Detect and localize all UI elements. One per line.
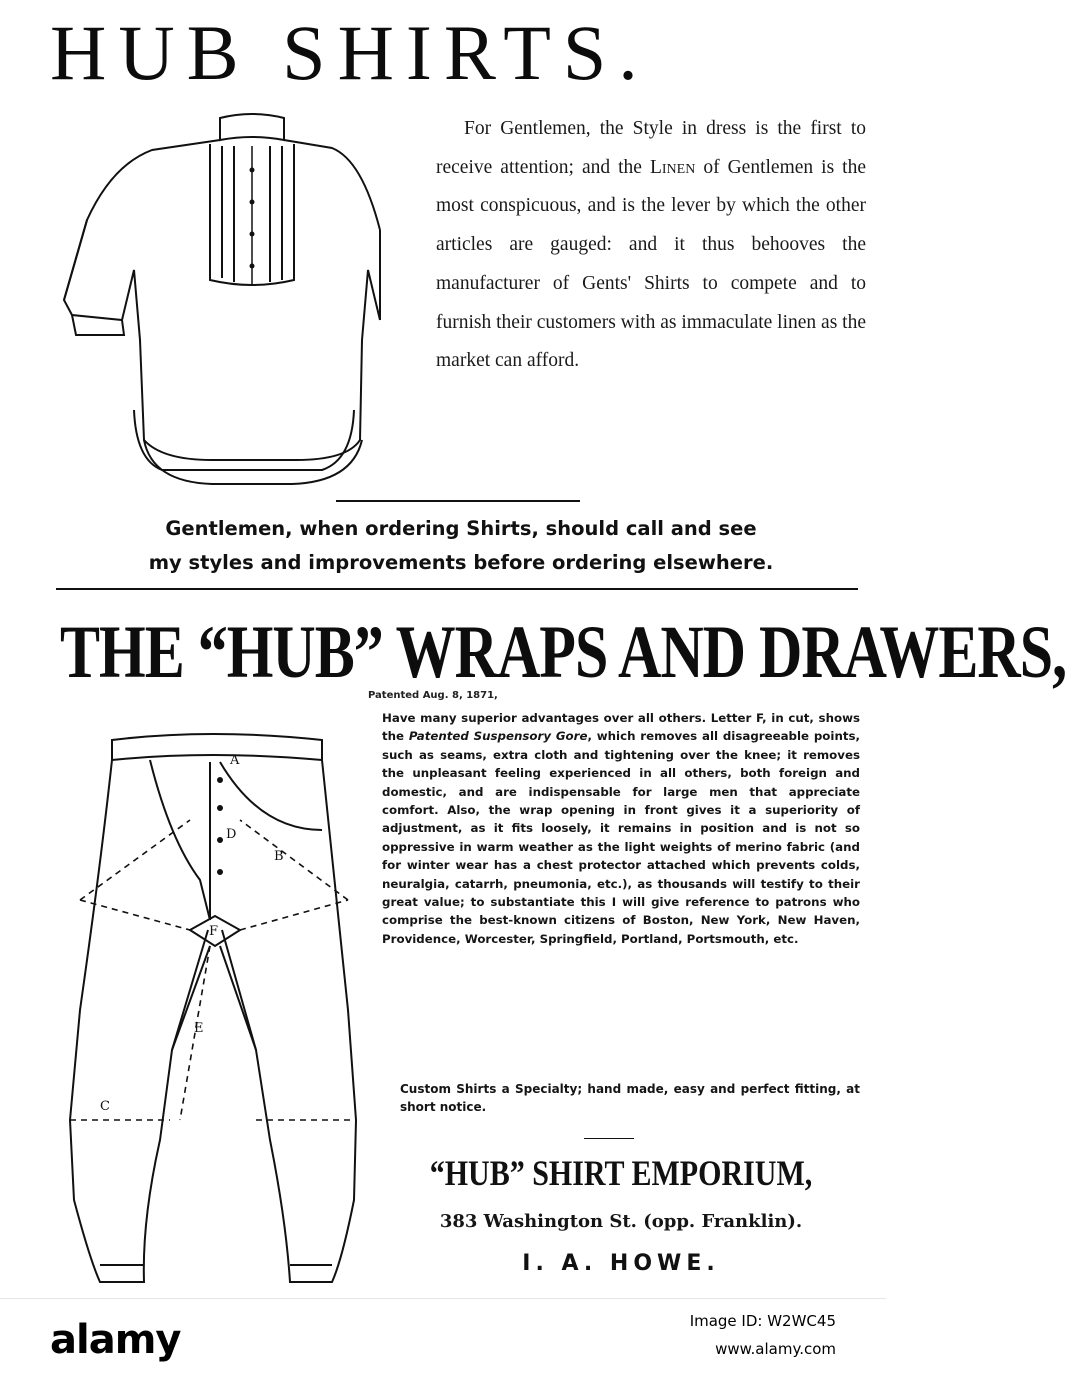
proprietor-name: I. A. HOWE. — [522, 1251, 720, 1276]
drawers-copy-part2: , which removes all disagreeable points, such as seams, extra cloth and tightening over the knee; it removes the unpleasant feeling experienced in all others, both foreign and domestic, and are indispensable for large men that appreciate comfort. Also, the wrap opening in front gives it a superiority of adjustment, as it fits loosely, it remains in position and is not so oppressive in warm weather as the light weights of merino fabric (and for winter wear has a chest protector attached which prevents colds, neuralgia, catarrh, pneumonia, etc.), as thousands will testify to their great value; to substantiate this I will give reference to patrons who comprise the best-known citizens of Boston, New York, New Haven, Providence, Worcester, Springfield, Portland, Portsmouth, etc. — [382, 729, 860, 946]
shirt-copy-part1: For Gentlemen, the Style in dress is the first to receive attention; and the — [436, 118, 866, 178]
drawers-illustration — [60, 720, 370, 1290]
callout-text — [56, 512, 866, 580]
shirt-illustration — [62, 110, 372, 490]
section-divider — [56, 588, 858, 590]
store-address: 383 Washington St. (opp. Franklin). — [439, 1211, 803, 1232]
drawers-description — [382, 709, 860, 948]
headline-hub-shirts: HUB SHIRTS. — [50, 9, 650, 96]
diagram-letter-c: C — [100, 1099, 110, 1114]
ornamental-rule — [336, 500, 580, 502]
callout-line-1: Gentlemen, when ordering Shirts, should call and see — [165, 517, 757, 540]
drawers-copy-italic: Patented Suspensory Gore — [408, 729, 588, 744]
diagram-letter-b: B — [274, 849, 284, 864]
stock-watermark-bar — [0, 1298, 886, 1391]
patent-note: Patented Aug. 8, 1871, — [368, 690, 498, 701]
image-id-block — [690, 1307, 836, 1363]
shirt-copy-part2: of Gentlemen is the most conspicuous, and is the lever by which the other articles are gauged: and it thus behooves the manufacturer of Gents' Shirts to compete and to furnish their customers with as immaculate linen as the market can afford. — [436, 156, 866, 372]
diagram-letter-f: F — [209, 924, 219, 939]
headline-wraps-and-drawers: THE “HUB” WRAPS AND DRAWERS, — [60, 610, 1066, 693]
short-rule — [584, 1138, 634, 1139]
diagram-letter-a: A — [230, 753, 240, 768]
diagram-letter-d: D — [226, 827, 237, 842]
callout-line-2: my styles and improvements before ordering elsewhere. — [148, 551, 774, 574]
specialty-note: Custom Shirts a Specialty; hand made, easy and perfect fitting, at short notice. — [400, 1082, 860, 1114]
image-id-text: Image ID: W2WC45 — [689, 1312, 836, 1330]
site-url: www.alamy.com — [715, 1340, 836, 1358]
alamy-logo: alamy — [50, 1317, 181, 1363]
shirt-copy-linen: Linen — [649, 156, 696, 178]
shirt-description — [436, 110, 866, 381]
emporium-name: “HUB” SHIRT EMPORIUM, — [429, 1154, 813, 1194]
drawers-copy-part1: Have many superior advantages over all others. Letter F, in cut, shows the — [382, 711, 860, 744]
diagram-letter-e: E — [194, 1021, 204, 1036]
